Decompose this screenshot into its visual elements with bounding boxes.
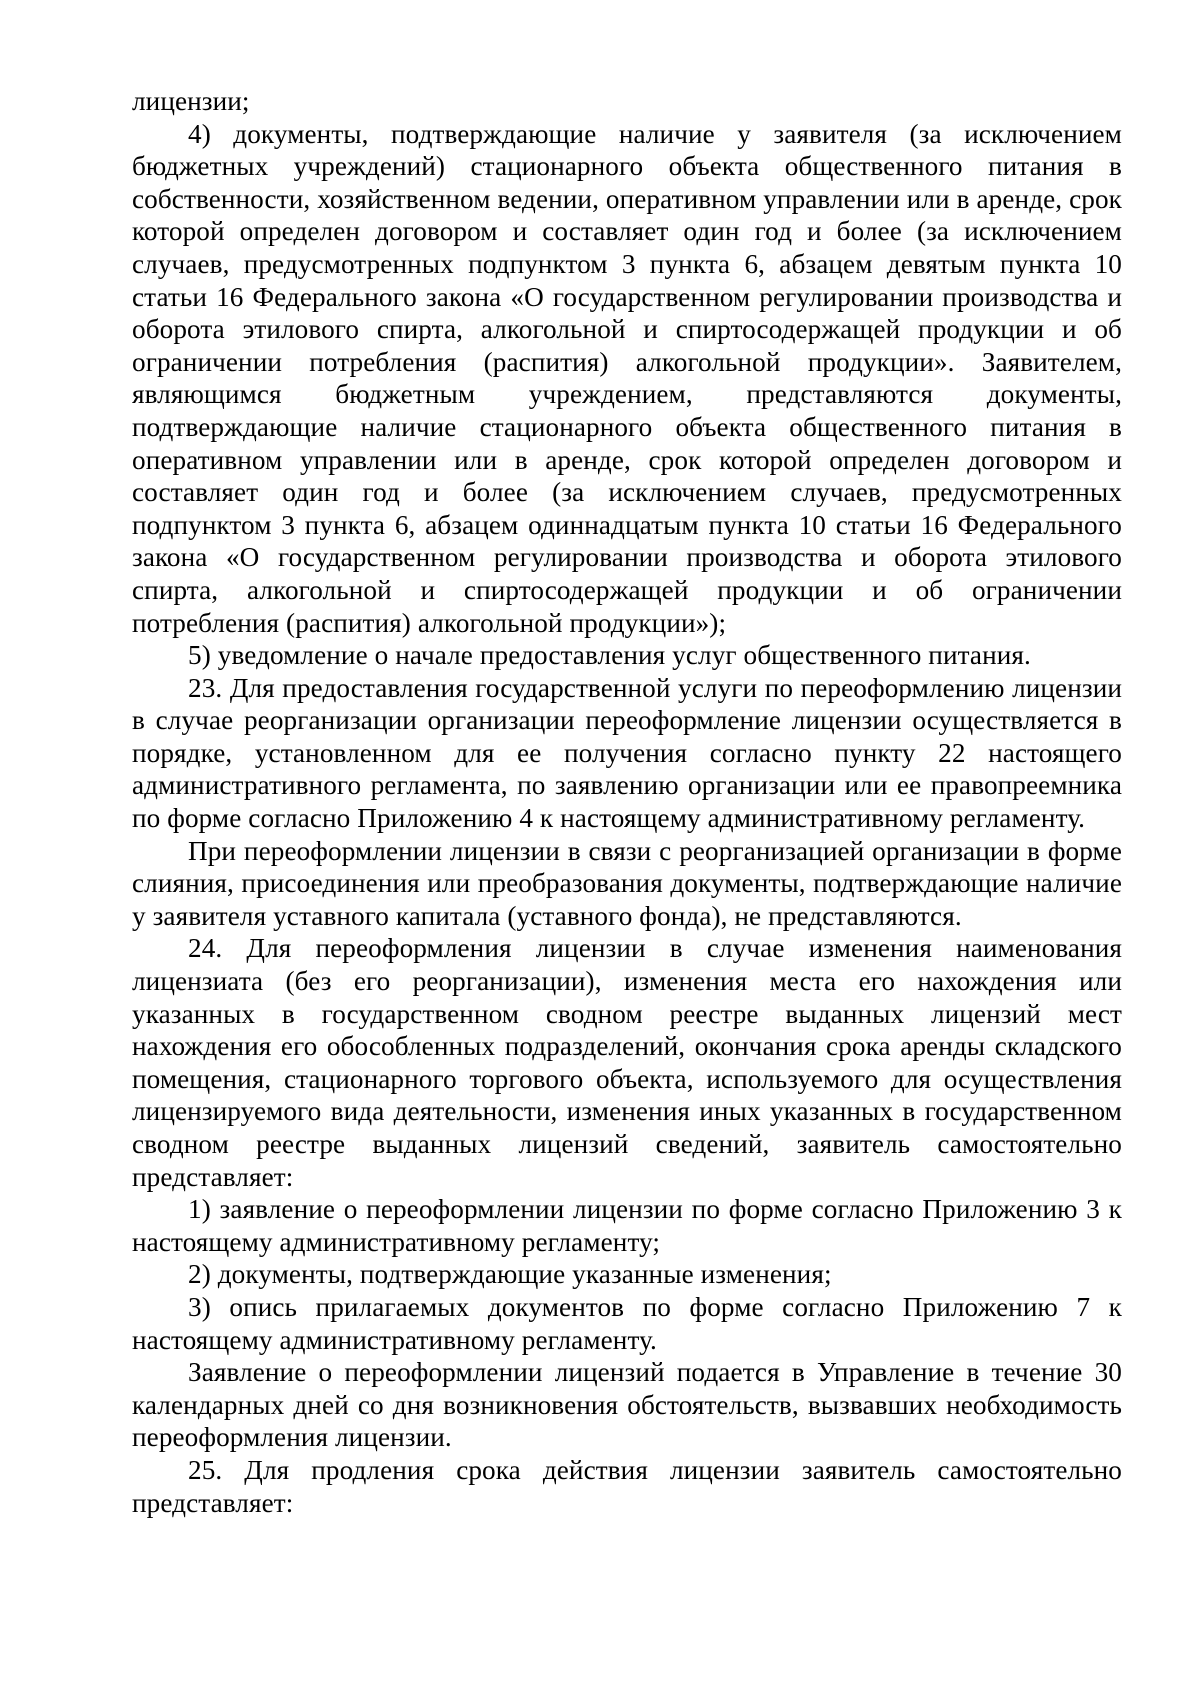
paragraph-clause-24: 24. Для переоформления лицензии в случае изменения наименования лицензиата (без его реорганизации), изменения места его нахождения или указанных в государственном сводном реестре выданных лицензий мест нахождения его обособленных подразделений, окончания срока аренды складского помещения, стационарного торгового объекта, используемого для осуществления лицензируемого вида деятельности, изменения иных указанных в государственном сводном реестре выданных лицензий сведений, заявитель самостоятельно представляет: xyxy=(132,933,1122,1192)
paragraph-clause-24-item-3: 3) опись прилагаемых документов по форме согласно Приложению 7 к настоящему административному регламенту. xyxy=(132,1291,1122,1355)
paragraph-item-5: 5) уведомление о начале предоставления услуг общественного питания. xyxy=(188,640,1031,671)
document-page xyxy=(132,85,1122,1519)
paragraph-continuation: лицензии; xyxy=(132,86,250,116)
paragraph-clause-23: 23. Для предоставления государственной услуги по переоформлению лицензии в случае реорганизации организации переоформление лицензии осуществляется в порядке, установленном для ее получения согласно пункту 22 настоящего административного регламента, по заявлению организации или ее правопреемника по форме согласно Приложению 4 к настоящему административному регламенту. xyxy=(132,672,1122,834)
paragraph-clause-24-item-1: 1) заявление о переоформлении лицензии по форме согласно Приложению 3 к настоящему административному регламенту; xyxy=(132,1194,1122,1257)
paragraph-clause-24-item-2: 2) документы, подтверждающие указанные изменения; xyxy=(188,1259,832,1290)
paragraph-clause-25: 25. Для продления срока действия лицензии заявитель самостоятельно представляет: xyxy=(132,1454,1122,1518)
paragraph-deadline-note: Заявление о переоформлении лицензий подается в Управление в течение 30 календарных дней со дня возникновения обстоятельств, вызвавших необходимость переоформления лицензии. xyxy=(132,1357,1122,1453)
paragraph-reorganization-note: При переоформлении лицензии в связи с реорганизацией организации в форме слияния, присоединения или преобразования документы, подтверждающие наличие у заявителя уставного капитала (уставного фонда), не представляются. xyxy=(132,835,1122,931)
paragraph-item-4: 4) документы, подтверждающие наличие у заявителя (за исключением бюджетных учреждений) стационарного объекта общественного питания в собственности, хозяйственном ведении, оперативном управлении или в аренде, срок которой определен договором и составляет один год и более (за исключением случаев, предусмотренных подпунктом 3 пункта 6, абзацем девятым пункта 10 статьи 16 Федерального закона «О государственном регулировании производства и оборота этилового спирта, алкогольной и спиртосодержащей продукции и об ограничении потребления (распития) алкогольной продукции». Заявителем, являющимся бюджетным учреждением, представляются документы, подтверждающие наличие стационарного объекта общественного питания в оперативном управлении или в аренде, срок которой определен договором и составляет один год и более (за исключением случаев, предусмотренных подпунктом 3 пункта 6, абзацем одиннадцатым пункта 10 статьи 16 Федерального закона «О государственном регулировании производства и оборота этилового спирта, алкогольной и спиртосодержащей продукции и об ограничении потребления (распития) алкогольной продукции»); xyxy=(132,118,1122,638)
